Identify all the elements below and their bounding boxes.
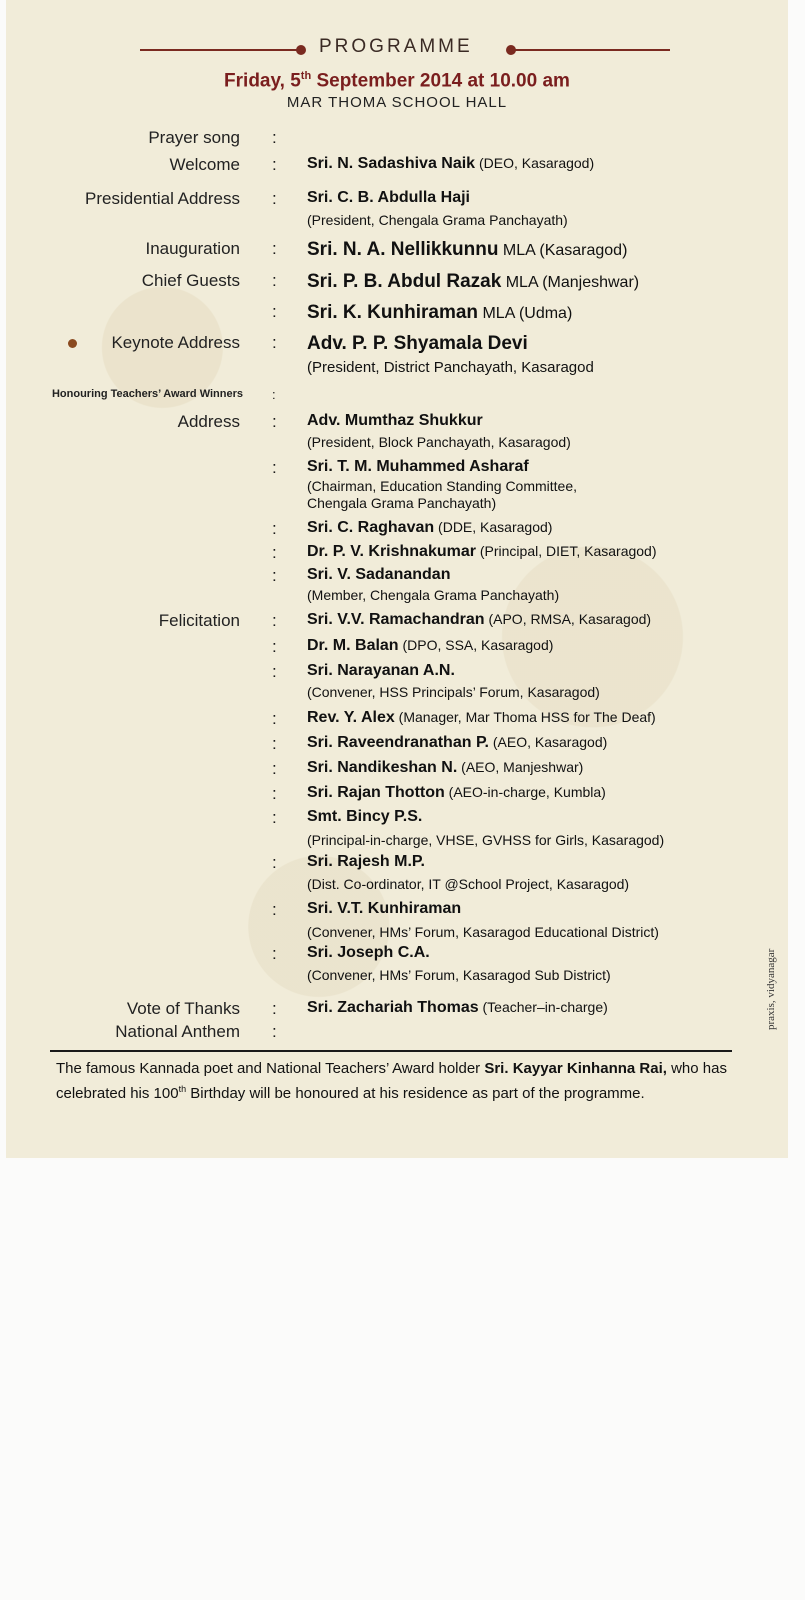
row-vote-of-thanks: Vote of Thanks : Sri. Zachariah Thomas (Teacher–in-charge) (126, 999, 608, 1018)
row-felicitation-1: Felicitation : Sri. V.V. Ramachandran (APO, RMSA, Kasaragod) (158, 611, 652, 630)
row-address-4: : Dr. P. V. Krishnakumar (Principal, DIET, Kasaragod) (272, 543, 657, 562)
heading-rule-right (512, 49, 670, 51)
programme-title: PROGRAMME (319, 36, 473, 57)
row-address-1: Address : Adv. Mumthaz Shukkur (President, Block Panchayath, Kasaragod) (177, 412, 571, 450)
event-date: Friday, 5th September 2014 at 10.00 am (224, 70, 570, 92)
row-address-2: : Sri. T. M. Muhammed Asharaf (Chairman, Education Standing Committee, Chengala Grama Panchayath) (272, 458, 578, 511)
row-felicitation-4: : Rev. Y. Alex (Manager, Mar Thoma HSS for The Deaf) (272, 709, 656, 728)
programme-heading (6, 36, 788, 64)
row-felicitation-5: : Sri. Raveendranathan P. (AEO, Kasaragod) (272, 734, 608, 753)
footer-note: The famous Kannada poet and National Teachers’ Award holder Sri. Kayyar Kinhanna Rai, who has celebrated his 100th Birthday will be honoured at his residence as part of the programme. (56, 1060, 727, 1102)
event-venue: MAR THOMA SCHOOL HALL (286, 94, 508, 111)
row-welcome: Welcome : Sri. N. Sadashiva Naik (DEO, Kasaragod) (169, 155, 595, 174)
row-felicitation-10: : Sri. V.T. Kunhiraman (Convener, HMs’ Forum, Kasaragod Educational District) (272, 900, 659, 940)
footer-rule (50, 1050, 732, 1052)
printer-credit: praxis, vidyanagar (765, 948, 777, 1030)
row-chief-guest-2: : Sri. K. Kunhiraman MLA (Udma) (272, 302, 573, 323)
row-inauguration: Inauguration : Sri. N. A. Nellikkunnu MLA (Kasaragod) (145, 239, 628, 260)
heading-dot-left (296, 45, 306, 55)
row-felicitation-2: : Dr. M. Balan (DPO, SSA, Kasaragod) (272, 637, 554, 656)
heading-rule-left (140, 49, 298, 51)
row-chief-guests: Chief Guests : Sri. P. B. Abdul Razak MLA (Manjeshwar) (141, 271, 640, 292)
row-prayer-song: Prayer song : (148, 128, 277, 147)
row-felicitation-6: : Sri. Nandikeshan N. (AEO, Manjeshwar) (272, 759, 584, 778)
bullet-icon (68, 339, 77, 348)
row-national-anthem: National Anthem : (115, 1022, 277, 1041)
row-address-5: : Sri. V. Sadanandan (Member, Chengala Grama Panchayath) (272, 566, 560, 603)
row-address-3: : Sri. C. Raghavan (DDE, Kasaragod) (272, 519, 553, 538)
programme-card (6, 0, 788, 1158)
row-presidential-address: Presidential Address : Sri. C. B. Abdulla Haji (President, Chengala Grama Panchayath) (85, 189, 568, 228)
row-keynote-address: Keynote Address : Adv. P. P. Shyamala Devi (President, District Panchayath, Kasaragod (6, 333, 788, 357)
row-felicitation-8: : Smt. Bincy P.S. (Principal-in-charge, VHSE, GVHSS for Girls, Kasaragod) (272, 808, 665, 848)
row-felicitation-3: : Sri. Narayanan A.N. (Convener, HSS Principals’ Forum, Kasaragod) (272, 662, 600, 700)
row-felicitation-7: : Sri. Rajan Thotton (AEO-in-charge, Kumbla) (272, 784, 606, 803)
row-honouring-teachers: Honouring Teachers’ Award Winners : (51, 387, 276, 402)
row-felicitation-11: : Sri. Joseph C.A. (Convener, HMs’ Forum, Kasaragod Sub District) (272, 944, 611, 983)
row-felicitation-9: : Sri. Rajesh M.P. (Dist. Co-ordinator, IT @School Project, Kasaragod) (272, 853, 630, 892)
